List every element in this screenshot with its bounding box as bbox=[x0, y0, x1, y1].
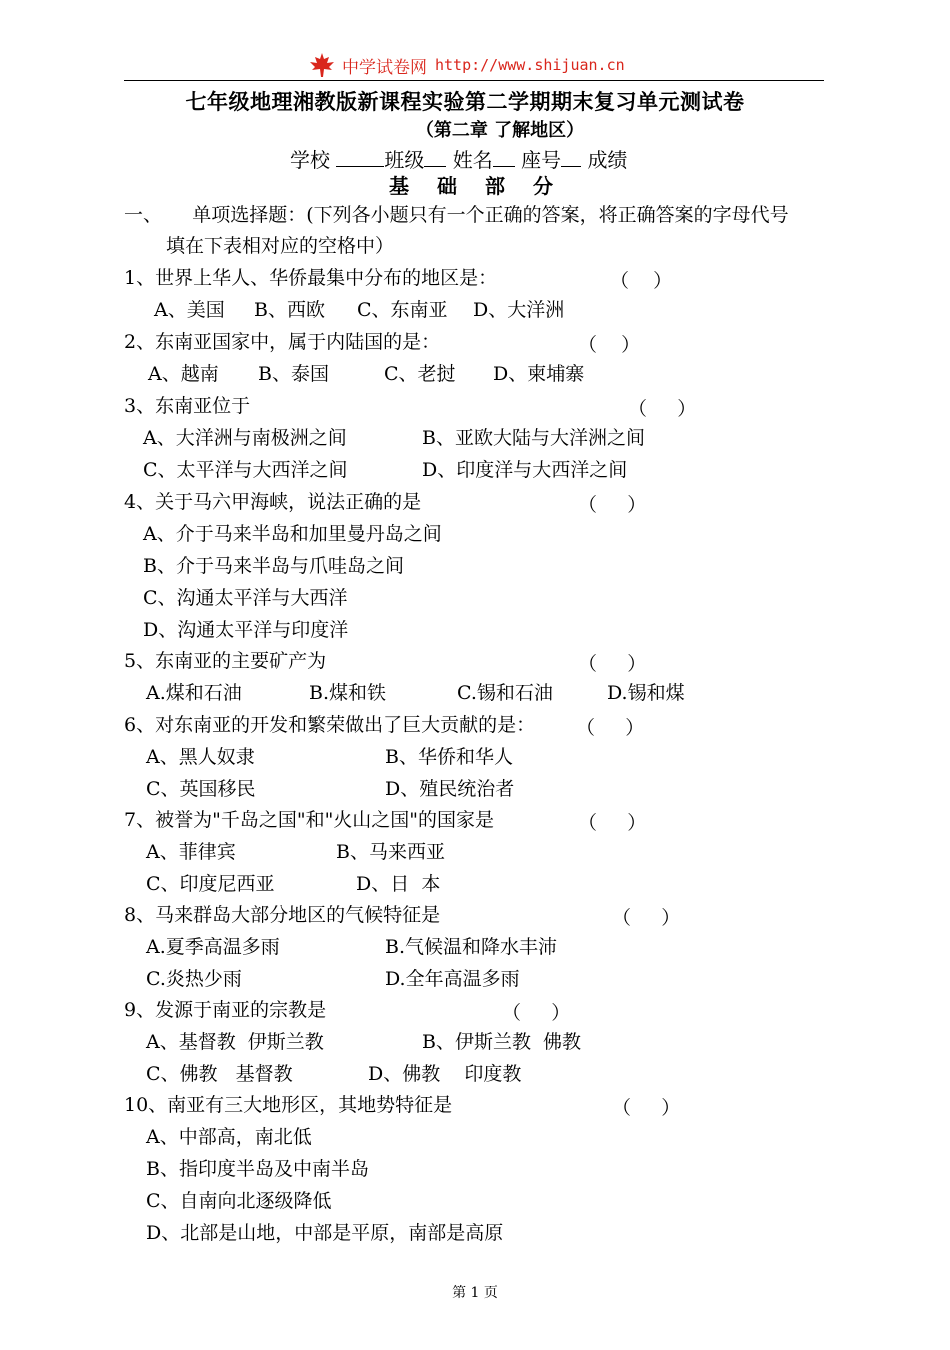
q2-option-a: A、越南 bbox=[148, 363, 219, 385]
q6-option-a: A、黑人奴隶 bbox=[146, 746, 255, 768]
seat-label: 座号 bbox=[521, 148, 562, 172]
q8-option-d: D.全年高温多雨 bbox=[385, 968, 520, 990]
page-title: 七年级地理湘教版新课程实验第二学期期末复习单元测试卷 bbox=[185, 89, 745, 114]
question-7-answer-paren[interactable]: （ ） bbox=[578, 812, 647, 834]
seat-blank[interactable] bbox=[561, 148, 581, 167]
header-divider bbox=[124, 80, 824, 81]
question-4-answer-paren[interactable]: （ ） bbox=[578, 494, 647, 516]
site-header bbox=[308, 52, 625, 78]
q3-option-d: D、印度洋与大西洋之间 bbox=[422, 459, 628, 481]
name-blank[interactable] bbox=[493, 148, 515, 167]
q4-option-b: B、介于马来半岛与爪哇岛之间 bbox=[143, 555, 404, 577]
question-8-answer-paren[interactable]: （ ） bbox=[612, 907, 681, 929]
name-label: 姓名 bbox=[452, 148, 493, 172]
q9-option-d: D、佛教 印度教 bbox=[368, 1063, 522, 1085]
question-7-stem: 7、被誉为"千岛之国"和"火山之国"的国家是 bbox=[124, 809, 495, 831]
q2-option-d: D、柬埔寨 bbox=[493, 363, 585, 385]
question-10-answer-paren[interactable]: （ ） bbox=[612, 1097, 681, 1119]
q10-option-a: A、中部高，南北低 bbox=[146, 1126, 312, 1148]
q10-option-c: C、自南向北逐级降低 bbox=[146, 1190, 332, 1212]
question-2-answer-paren[interactable]: （ ） bbox=[578, 334, 641, 356]
q5-option-c: C.锡和石油 bbox=[457, 682, 553, 704]
question-4-stem: 4、关于马六甲海峡，说法正确的是 bbox=[124, 491, 422, 513]
q1-option-d: D、大洋洲 bbox=[473, 299, 565, 321]
q3-option-b: B、亚欧大陆与大洋洲之间 bbox=[422, 427, 645, 449]
q1-option-a: A、美国 bbox=[154, 299, 225, 321]
maple-leaf-logo-icon bbox=[308, 52, 336, 78]
school-label: 学校 bbox=[290, 148, 330, 172]
q10-option-d: D、北部是山地，中部是平原，南部是高原 bbox=[146, 1222, 504, 1244]
q1-option-b: B、西欧 bbox=[254, 299, 325, 321]
class-blank[interactable] bbox=[424, 148, 446, 167]
q5-option-b: B.煤和铁 bbox=[309, 682, 387, 704]
section-title: 基础部分 bbox=[389, 174, 581, 198]
q8-option-b: B.气候温和降水丰沛 bbox=[385, 936, 558, 958]
question-2-stem: 2、东南亚国家中，属于内陆国的是： bbox=[124, 331, 441, 353]
q4-option-a: A、介于马来半岛和加里曼丹岛之间 bbox=[143, 523, 442, 545]
q7-option-d: D、日 本 bbox=[356, 873, 441, 895]
instruction-line-2: 填在下表相对应的空格中） bbox=[166, 235, 395, 257]
instruction-line-1: 一、 单项选择题：(下列各小题只有一个正确的答案，将正确答案的字母代号 bbox=[124, 204, 789, 226]
page-number: 第 1 页 bbox=[452, 1285, 498, 1301]
q3-option-a: A、大洋洲与南极洲之间 bbox=[143, 427, 347, 449]
q8-option-a: A.夏季高温多雨 bbox=[146, 936, 280, 958]
student-info-line bbox=[290, 144, 627, 173]
school-blank[interactable] bbox=[336, 148, 384, 167]
question-1-answer-paren[interactable]: （ ） bbox=[610, 270, 673, 292]
page-subtitle: （第二章 了解地区） bbox=[415, 120, 585, 141]
q10-option-b: B、指印度半岛及中南半岛 bbox=[146, 1158, 369, 1180]
site-url[interactable]: http://www.shijuan.cn bbox=[435, 56, 625, 74]
q6-option-b: B、华侨和华人 bbox=[385, 746, 513, 768]
question-8-stem: 8、马来群岛大部分地区的气候特征是 bbox=[124, 904, 441, 926]
question-6-stem: 6、对东南亚的开发和繁荣做出了巨大贡献的是： bbox=[124, 714, 536, 736]
class-label: 班级 bbox=[384, 148, 425, 172]
site-name: 中学试卷网 bbox=[342, 57, 427, 78]
q3-option-c: C、太平洋与大西洋之间 bbox=[143, 459, 348, 481]
q5-option-a: A.煤和石油 bbox=[146, 682, 242, 704]
q7-option-c: C、印度尼西亚 bbox=[146, 873, 275, 895]
q2-option-c: C、老挝 bbox=[384, 363, 456, 385]
score-label: 成绩 bbox=[587, 148, 628, 172]
q9-option-b: B、伊斯兰教 佛教 bbox=[422, 1031, 582, 1053]
question-3-stem: 3、东南亚位于 bbox=[124, 395, 251, 417]
q2-option-b: B、泰国 bbox=[258, 363, 329, 385]
question-1-stem: 1、世界上华人、华侨最集中分布的地区是： bbox=[124, 267, 498, 289]
question-5-answer-paren[interactable]: （ ） bbox=[578, 653, 647, 675]
question-5-stem: 5、东南亚的主要矿产为 bbox=[124, 650, 327, 672]
q9-option-c: C、佛教 基督教 bbox=[146, 1063, 293, 1085]
question-9-answer-paren[interactable]: （ ） bbox=[502, 1002, 571, 1024]
q4-option-d: D、沟通太平洋与印度洋 bbox=[143, 619, 349, 641]
question-10-stem: 10、南亚有三大地形区，其地势特征是 bbox=[124, 1094, 453, 1116]
question-6-answer-paren[interactable]: （ ） bbox=[576, 717, 645, 739]
q4-option-c: C、沟通太平洋与大西洋 bbox=[143, 587, 348, 609]
q6-option-d: D、殖民统治者 bbox=[385, 778, 515, 800]
q7-option-a: A、菲律宾 bbox=[146, 841, 236, 863]
question-3-answer-paren[interactable]: （ ） bbox=[628, 398, 697, 420]
question-9-stem: 9、发源于南亚的宗教是 bbox=[124, 999, 327, 1021]
q5-option-d: D.锡和煤 bbox=[607, 682, 685, 704]
q6-option-c: C、英国移民 bbox=[146, 778, 256, 800]
q1-option-c: C、东南亚 bbox=[357, 299, 448, 321]
q8-option-c: C.炎热少雨 bbox=[146, 968, 242, 990]
q9-option-a: A、基督教 伊斯兰教 bbox=[146, 1031, 324, 1053]
q7-option-b: B、马来西亚 bbox=[336, 841, 445, 863]
